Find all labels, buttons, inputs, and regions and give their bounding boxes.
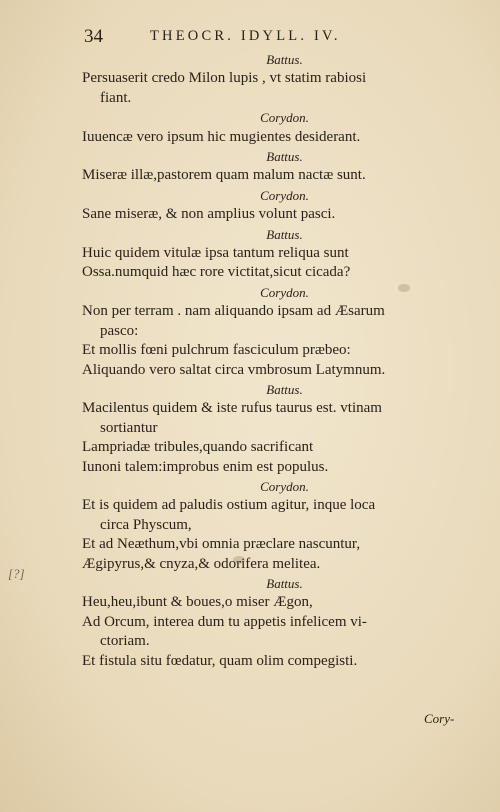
ink-stain	[233, 556, 245, 564]
text-line: ctoriam.	[100, 633, 150, 650]
speaker-heading: Battus.	[266, 149, 303, 165]
margin-note: [?]	[8, 566, 25, 581]
text-line: Iunoni talem:improbus enim est populus.	[82, 458, 329, 475]
speaker-heading: Corydon.	[260, 187, 309, 203]
speaker-heading: Corydon.	[260, 284, 309, 300]
text-line: Et mollis fœni pulchrum fasciculum præbeo:	[82, 342, 351, 359]
text-line: Ossa.numquid hæc rore victitat,sicut cicada?	[82, 264, 351, 281]
speaker-heading: Battus.	[266, 226, 303, 242]
text-line: fiant.	[100, 89, 132, 106]
page-number: 34	[84, 26, 103, 47]
catchword: Cory-	[424, 711, 455, 726]
text-line: Aliquando vero saltat circa vmbrosum Latymnum.	[82, 361, 386, 378]
speaker-heading: Battus.	[266, 575, 303, 591]
text-line: Ægipyrus,& cnyza,& odorifera melitea.	[82, 555, 321, 572]
text-line: pasco:	[100, 322, 139, 339]
speaker-heading: Corydon.	[260, 478, 309, 494]
text-line: Et fistula situ fœdatur, quam olim compegisti.	[82, 652, 358, 669]
ink-stain	[398, 284, 410, 292]
text-line: Iuuencæ vero ipsum hic mugientes desiderant.	[82, 128, 361, 145]
text-line: Non per terram . nam aliquando ipsam ad Æsarum	[82, 303, 385, 320]
speaker-heading: Corydon.	[260, 110, 309, 126]
text-line: Et ad Neæthum,vbi omnia præclare nascuntur,	[82, 536, 361, 553]
page-header	[84, 26, 424, 48]
speaker-heading: Battus.	[266, 381, 303, 397]
text-line: sortiantur	[100, 419, 158, 436]
text-line: Lampriadæ tribules,quando sacrificant	[82, 439, 314, 456]
text-line: Macilentus quidem & iste rufus taurus est. vtinam	[82, 400, 382, 417]
text-line: Miseræ illæ,pastorem quam malum nactæ sunt.	[82, 167, 366, 184]
text-line: Persuaserit credo Milon lupis , vt statim rabiosi	[82, 70, 367, 87]
running-title: THEOCR. IDYLL. IV.	[150, 28, 341, 44]
text-line: Sane miseræ, & non amplius volunt pasci.	[82, 206, 336, 223]
text-line: Heu,heu,ibunt & boues,o miser Ægon,	[82, 594, 313, 611]
body-text	[82, 50, 477, 671]
text-line: circa Physcum,	[100, 516, 192, 533]
text-line: Et is quidem ad paludis ostium agitur, inque loca	[82, 497, 376, 514]
speaker-heading: Battus.	[266, 52, 303, 67]
text-line: Huic quidem vitulæ ipsa tantum reliqua sunt	[82, 245, 349, 262]
text-line: Ad Orcum, interea dum tu appetis infelicem vi-	[82, 613, 367, 630]
